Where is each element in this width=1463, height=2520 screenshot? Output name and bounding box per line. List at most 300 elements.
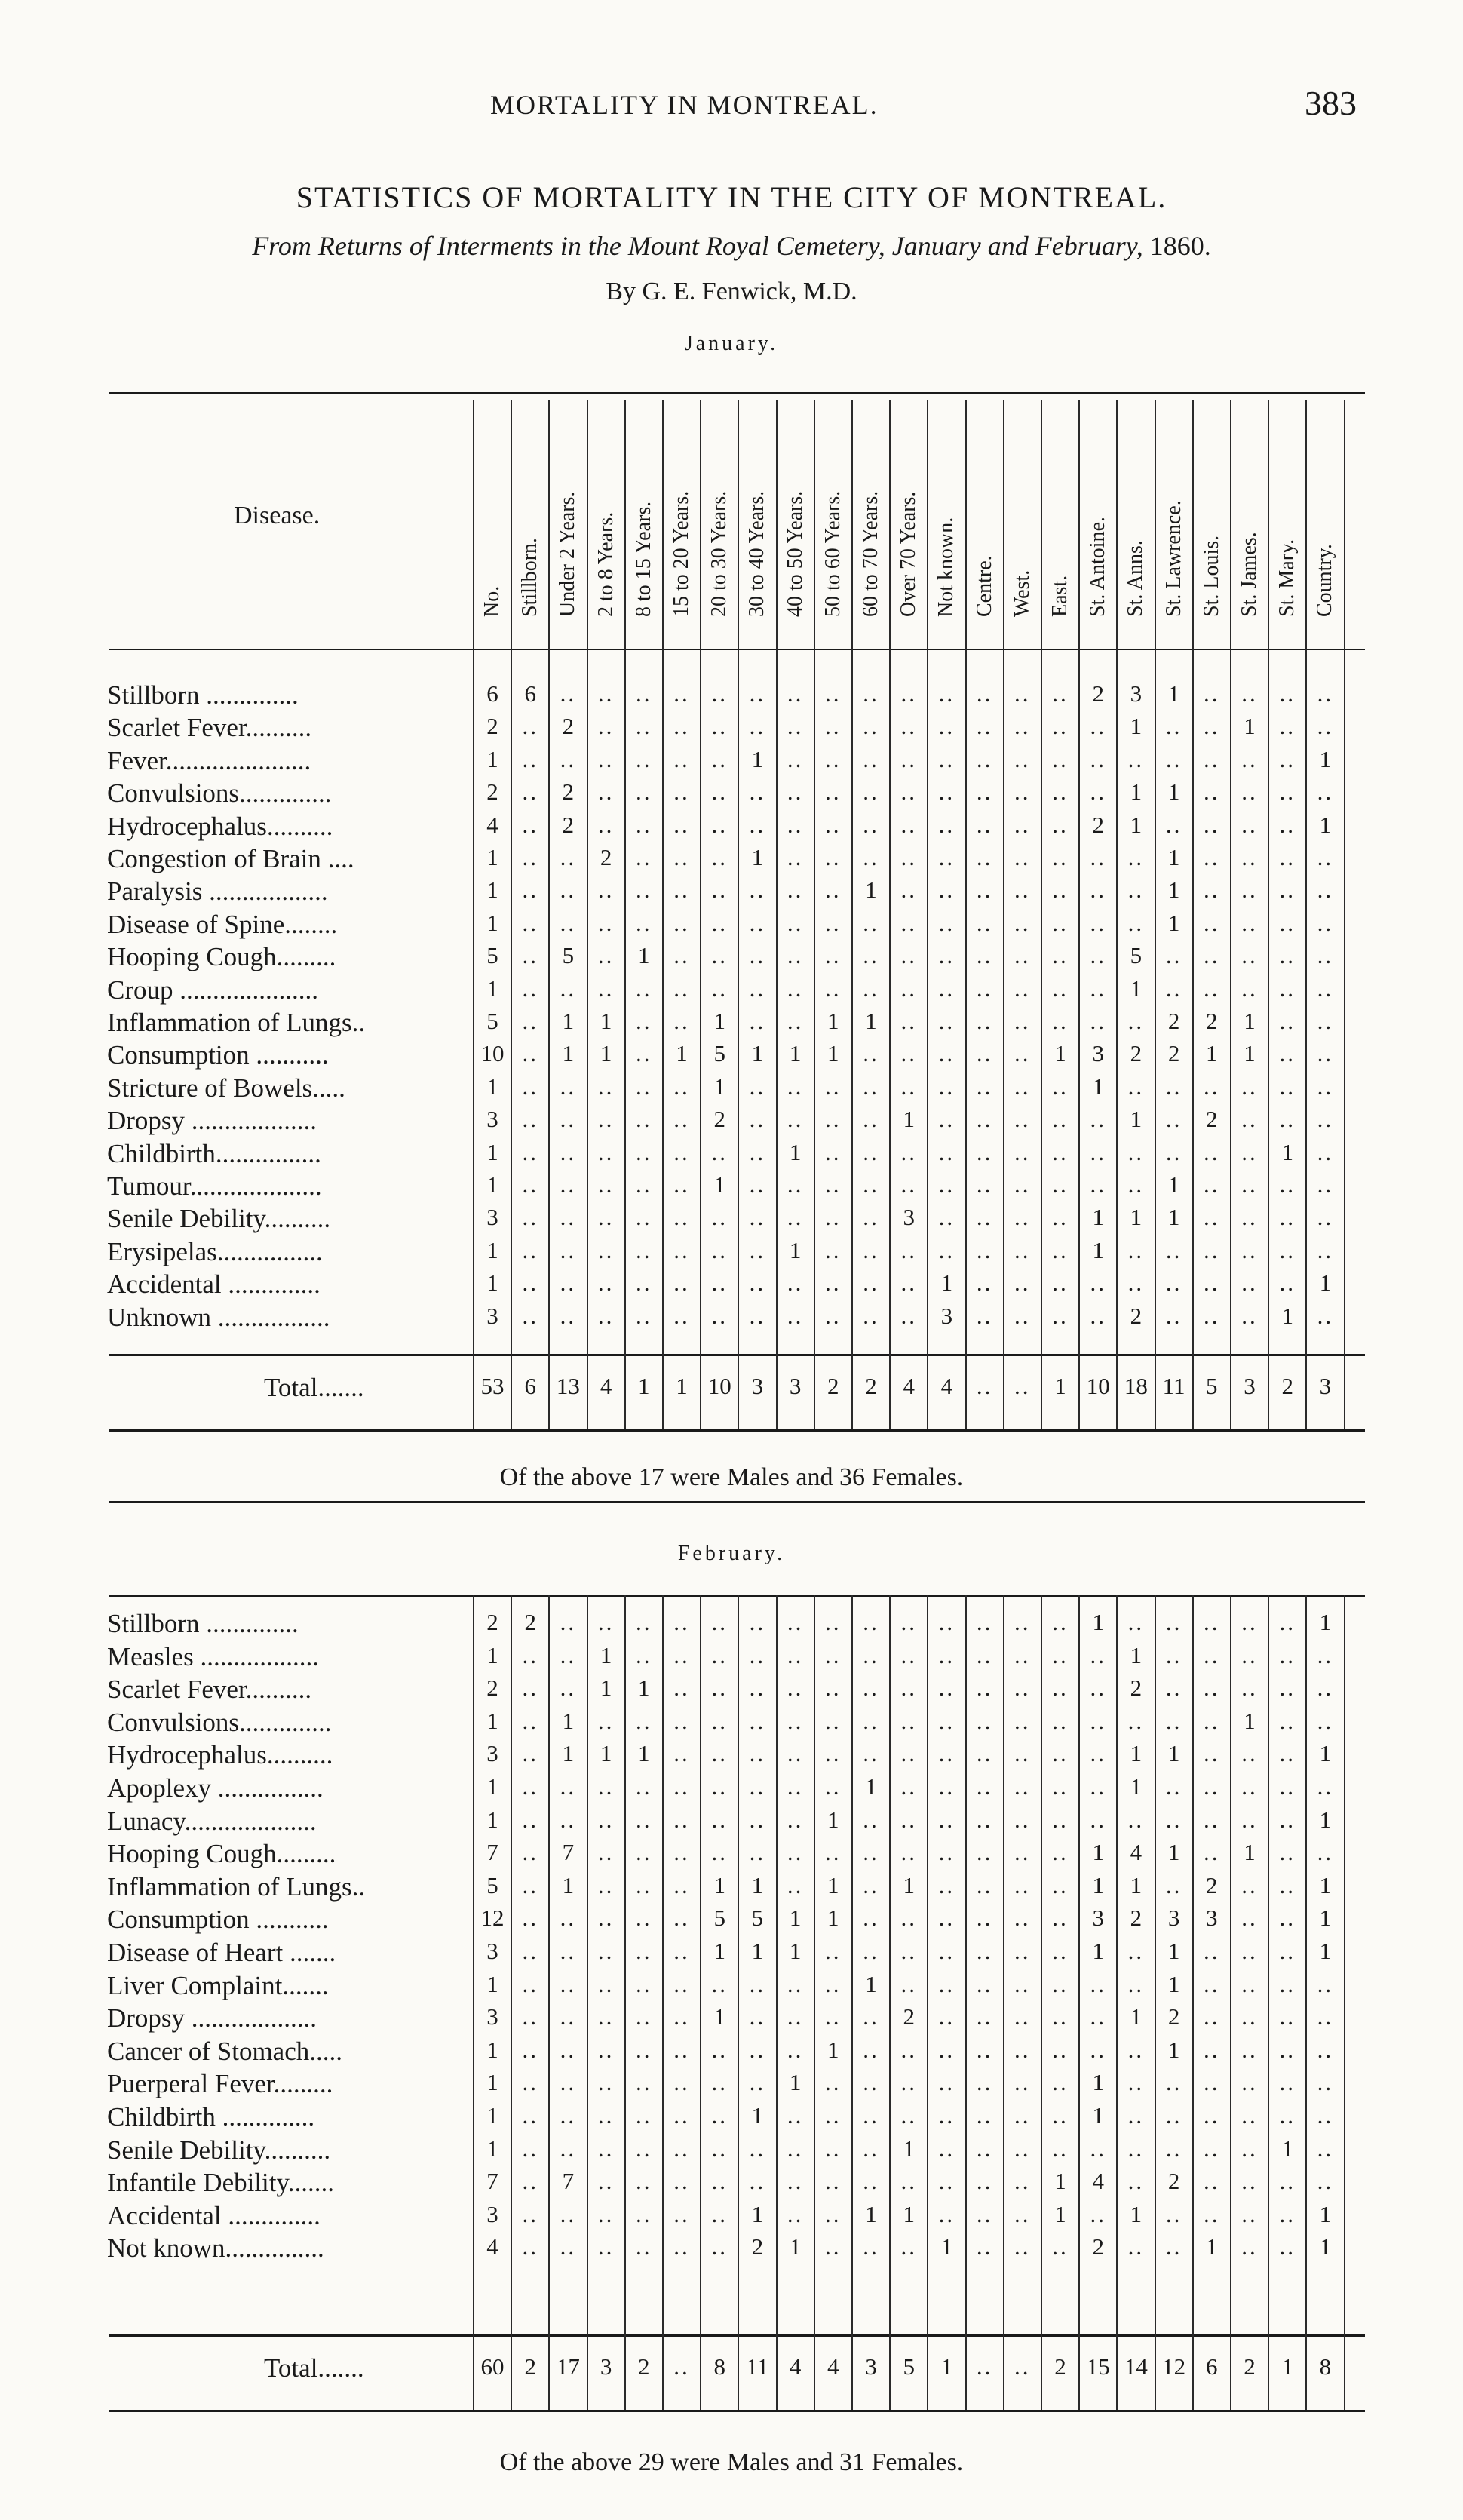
data-cell: 3 <box>486 2003 498 2030</box>
empty-cell: .. <box>1317 1106 1334 1133</box>
column-rule <box>473 400 474 1429</box>
data-cell: 1 <box>865 1008 877 1034</box>
total-cell: 2 <box>524 2353 536 2380</box>
empty-cell: .. <box>1014 1171 1031 1198</box>
empty-cell: .. <box>1241 2168 1258 2195</box>
empty-cell: .. <box>1279 1269 1296 1297</box>
running-title: MORTALITY IN MONTREAL. <box>490 90 879 120</box>
data-cell: 3 <box>486 1938 498 1964</box>
data-cell: 1 <box>600 1674 612 1702</box>
empty-cell: .. <box>976 1609 993 1635</box>
data-cell: 4 <box>486 811 498 838</box>
empty-cell: .. <box>1279 876 1296 904</box>
empty-cell: .. <box>1279 1740 1296 1767</box>
total-cell: 6 <box>524 1373 536 1399</box>
empty-cell: .. <box>825 1740 842 1767</box>
empty-cell: .. <box>560 1641 577 1668</box>
empty-cell: .. <box>863 1073 879 1100</box>
empty-cell: .. <box>673 1138 690 1165</box>
data-cell: 2 <box>1130 1302 1142 1329</box>
empty-cell: .. <box>560 2003 577 2030</box>
empty-cell: .. <box>1241 1806 1258 1833</box>
empty-cell: .. <box>787 1871 804 1898</box>
empty-cell: .. <box>1241 1204 1258 1231</box>
empty-cell: .. <box>863 975 879 1002</box>
empty-cell: .. <box>1279 2233 1296 2261</box>
empty-cell: .. <box>976 1773 993 1800</box>
empty-cell: .. <box>711 1302 728 1329</box>
empty-cell: .. <box>1090 2135 1106 2162</box>
column-header <box>890 400 928 641</box>
empty-cell: .. <box>636 811 652 838</box>
empty-cell: .. <box>825 745 842 772</box>
empty-cell: .. <box>863 1740 879 1767</box>
empty-cell: .. <box>1014 1707 1031 1734</box>
empty-cell: .. <box>597 1839 615 1866</box>
empty-cell: .. <box>673 680 690 707</box>
empty-cell: .. <box>1279 2036 1296 2063</box>
empty-cell: .. <box>787 1609 804 1635</box>
data-cell: 1 <box>713 1073 725 1100</box>
empty-cell: .. <box>673 2069 690 2096</box>
empty-cell: .. <box>636 2102 652 2129</box>
empty-cell: .. <box>673 2353 690 2380</box>
empty-cell: .. <box>749 1839 766 1866</box>
empty-cell: .. <box>522 2168 538 2195</box>
column-rule <box>1305 400 1307 1429</box>
disease-label: Tumour.................... <box>107 1171 322 1201</box>
data-cell: 1 <box>638 1674 650 1702</box>
empty-cell: .. <box>976 745 993 772</box>
empty-cell: .. <box>636 1839 652 1866</box>
empty-cell: .. <box>1127 1138 1145 1165</box>
data-cell: 3 <box>486 1106 498 1133</box>
column-header-label: Not known. <box>934 517 958 617</box>
empty-cell: .. <box>976 2036 993 2063</box>
empty-cell: .. <box>1090 876 1106 904</box>
data-cell: 2 <box>562 713 575 740</box>
empty-cell: .. <box>1090 1707 1106 1734</box>
data-cell: 5 <box>486 1871 498 1898</box>
empty-cell: .. <box>976 942 993 969</box>
total-cell: 14 <box>1124 2353 1148 2380</box>
data-cell: 3 <box>940 1302 953 1329</box>
empty-cell: .. <box>1052 1674 1069 1702</box>
empty-cell: .. <box>597 1171 615 1198</box>
empty-cell: .. <box>711 2102 728 2129</box>
data-cell: 1 <box>903 1106 915 1133</box>
empty-cell: .. <box>711 1269 728 1297</box>
running-head <box>0 83 1463 128</box>
column-rule <box>1230 400 1231 1429</box>
empty-cell: .. <box>560 1302 577 1329</box>
data-cell: 1 <box>1319 2200 1332 2227</box>
empty-cell: .. <box>711 745 728 772</box>
empty-cell: .. <box>938 1707 955 1734</box>
empty-cell: .. <box>711 1609 728 1635</box>
data-cell: 1 <box>638 942 650 969</box>
empty-cell: .. <box>1127 1171 1145 1198</box>
data-cell: 2 <box>1167 1040 1180 1067</box>
total-cell: 3 <box>789 1373 802 1399</box>
empty-cell: .. <box>1090 778 1106 806</box>
empty-cell: .. <box>863 1641 879 1668</box>
empty-cell: .. <box>673 1839 690 1866</box>
empty-cell: .. <box>1241 844 1258 870</box>
empty-cell: .. <box>711 1773 728 1800</box>
empty-cell: .. <box>900 811 917 838</box>
empty-cell: .. <box>787 1773 804 1800</box>
total-cell: 3 <box>600 2353 612 2380</box>
empty-cell: .. <box>787 2135 804 2162</box>
data-cell: 2 <box>486 1674 498 1702</box>
empty-cell: .. <box>1014 1204 1031 1231</box>
total-cell: 17 <box>556 2353 580 2380</box>
empty-cell: .. <box>1317 1302 1334 1329</box>
empty-cell: .. <box>749 1674 766 1702</box>
data-cell: 1 <box>1319 1938 1332 1964</box>
empty-cell: .. <box>522 1641 538 1668</box>
disease-label: Senile Debility.......... <box>107 2135 331 2165</box>
empty-cell: .. <box>1279 1674 1296 1702</box>
empty-cell: .. <box>1090 1674 1106 1702</box>
empty-cell: .. <box>1317 844 1334 870</box>
empty-cell: .. <box>597 2200 615 2227</box>
empty-cell: .. <box>938 1938 955 1964</box>
empty-cell: .. <box>863 909 879 936</box>
empty-cell: .. <box>749 680 766 707</box>
empty-cell: .. <box>863 1674 879 1702</box>
column-rule <box>1192 400 1194 1429</box>
total-cell: 8 <box>713 2353 725 2380</box>
empty-cell: .. <box>1127 1970 1145 1997</box>
empty-cell: .. <box>1052 1938 1069 1964</box>
empty-cell: .. <box>636 2168 652 2195</box>
disease-label: Childbirth................ <box>107 1138 321 1168</box>
empty-cell: .. <box>597 942 615 969</box>
empty-cell: .. <box>1241 1236 1258 1263</box>
data-cell: 1 <box>751 2200 764 2227</box>
empty-cell: .. <box>711 1839 728 1866</box>
data-cell: 1 <box>1281 1302 1293 1329</box>
total-cell: 2 <box>827 1373 839 1399</box>
column-rule <box>889 400 891 1429</box>
total-cell: 11 <box>1162 1373 1185 1399</box>
empty-cell: .. <box>1241 2102 1258 2129</box>
empty-cell: .. <box>560 1806 577 1833</box>
empty-cell: .. <box>1090 1641 1106 1668</box>
empty-cell: .. <box>1014 1236 1031 1263</box>
empty-cell: .. <box>673 745 690 772</box>
disease-label: Puerperal Fever......... <box>107 2069 333 2099</box>
empty-cell: .. <box>1165 2200 1182 2227</box>
empty-cell: .. <box>938 876 955 904</box>
empty-cell: .. <box>1317 1008 1334 1034</box>
empty-cell: .. <box>1090 745 1106 772</box>
data-cell: 1 <box>713 1871 725 1898</box>
empty-cell: .. <box>900 2036 917 2063</box>
empty-cell: .. <box>863 745 879 772</box>
empty-cell: .. <box>1204 745 1220 772</box>
empty-cell: .. <box>1317 942 1334 969</box>
empty-cell: .. <box>787 1674 804 1702</box>
data-cell: 7 <box>562 1839 575 1866</box>
empty-cell: .. <box>976 680 993 707</box>
data-cell: 5 <box>486 942 498 969</box>
empty-cell: .. <box>1127 909 1145 936</box>
disease-label: Infantile Debility....... <box>107 2168 334 2198</box>
empty-cell: .. <box>1090 1171 1106 1198</box>
empty-cell: .. <box>825 1707 842 1734</box>
disease-label: Erysipelas................ <box>107 1236 323 1266</box>
data-cell: 1 <box>827 1008 839 1034</box>
empty-cell: .. <box>1127 2233 1145 2261</box>
empty-cell: .. <box>673 1106 690 1133</box>
empty-cell: .. <box>1052 1269 1069 1297</box>
empty-cell: .. <box>522 1204 538 1231</box>
empty-cell: .. <box>1204 2036 1220 2063</box>
empty-cell: .. <box>976 1204 993 1231</box>
empty-cell: .. <box>1127 2102 1145 2129</box>
empty-cell: .. <box>711 975 728 1002</box>
empty-cell: .. <box>597 975 615 1002</box>
total-cell: 18 <box>1124 1373 1148 1399</box>
empty-cell: .. <box>673 1740 690 1767</box>
empty-cell: .. <box>1204 680 1220 707</box>
empty-cell: .. <box>636 1008 652 1034</box>
empty-cell: .. <box>863 2036 879 2063</box>
disease-label: Hooping Cough......... <box>107 942 336 972</box>
empty-cell: .. <box>673 778 690 806</box>
empty-cell: .. <box>1317 1641 1334 1668</box>
data-cell: 1 <box>789 1938 802 1964</box>
data-cell: 2 <box>903 2003 915 2030</box>
empty-cell: .. <box>560 1773 577 1800</box>
empty-cell: .. <box>1165 1707 1182 1734</box>
empty-cell: .. <box>673 975 690 1002</box>
empty-cell: .. <box>1052 844 1069 870</box>
total-cell: 1 <box>1281 2353 1293 2380</box>
empty-cell: .. <box>825 1073 842 1100</box>
empty-cell: .. <box>1317 1073 1334 1100</box>
data-cell: 1 <box>1281 2135 1293 2162</box>
empty-cell: .. <box>711 1236 728 1263</box>
data-cell: 1 <box>1319 1806 1332 1833</box>
data-cell: 1 <box>1130 1740 1142 1767</box>
data-cell: 1 <box>827 1806 839 1833</box>
empty-cell: .. <box>673 2168 690 2195</box>
empty-cell: .. <box>1279 1073 1296 1100</box>
empty-cell: .. <box>1204 942 1220 969</box>
empty-cell: .. <box>1279 1641 1296 1668</box>
empty-cell: .. <box>825 680 842 707</box>
empty-cell: .. <box>1127 1008 1145 1034</box>
empty-cell: .. <box>1127 745 1145 772</box>
total-cell: 6 <box>1206 2353 1218 2380</box>
disease-label: Stricture of Bowels..... <box>107 1073 345 1103</box>
column-header <box>1268 400 1306 641</box>
empty-cell: .. <box>636 1171 652 1198</box>
empty-cell: .. <box>1052 1236 1069 1263</box>
empty-cell: .. <box>1241 1938 1258 1964</box>
column-rule <box>1305 1595 1307 2410</box>
disease-label: Paralysis .................. <box>107 876 328 907</box>
empty-cell: .. <box>1052 1839 1069 1866</box>
data-cell: 1 <box>1092 1073 1104 1100</box>
empty-cell: .. <box>938 1839 955 1866</box>
empty-cell: .. <box>1204 1938 1220 1964</box>
empty-cell: .. <box>1014 942 1031 969</box>
empty-cell: .. <box>938 1040 955 1067</box>
empty-cell: .. <box>1279 811 1296 838</box>
empty-cell: .. <box>673 1938 690 1964</box>
empty-cell: .. <box>1165 1806 1182 1833</box>
empty-cell: .. <box>1052 1970 1069 1997</box>
total-cell: 12 <box>1162 2353 1186 2380</box>
data-cell: 1 <box>1167 1970 1180 1997</box>
empty-cell: .. <box>1204 2102 1220 2129</box>
empty-cell: .. <box>1052 1773 1069 1800</box>
empty-cell: .. <box>1279 1040 1296 1067</box>
empty-cell: .. <box>1279 778 1296 806</box>
empty-cell: .. <box>938 1674 955 1702</box>
empty-cell: .. <box>1052 2233 1069 2261</box>
empty-cell: .. <box>787 1806 804 1833</box>
data-cell: 1 <box>486 1269 498 1297</box>
empty-cell: .. <box>749 1302 766 1329</box>
data-cell: 1 <box>486 2102 498 2129</box>
empty-cell: .. <box>636 2233 652 2261</box>
empty-cell: .. <box>938 1106 955 1133</box>
column-header-label: 40 to 50 Years. <box>783 490 807 617</box>
data-cell: 1 <box>486 1073 498 1100</box>
empty-cell: .. <box>1204 844 1220 870</box>
data-cell: 1 <box>1092 2069 1104 2096</box>
empty-cell: .. <box>749 713 766 740</box>
disease-label: Scarlet Fever.......... <box>107 1674 312 1705</box>
empty-cell: .. <box>900 680 917 707</box>
empty-cell: .. <box>1165 1871 1182 1898</box>
empty-cell: .. <box>900 1806 917 1833</box>
empty-cell: .. <box>1014 1806 1031 1833</box>
data-cell: 1 <box>1054 2168 1066 2195</box>
empty-cell: .. <box>636 1871 652 1898</box>
empty-cell: .. <box>976 1674 993 1702</box>
data-cell: 1 <box>751 1040 764 1067</box>
empty-cell: .. <box>522 2036 538 2063</box>
empty-cell: .. <box>1052 975 1069 1002</box>
data-cell: 1 <box>486 975 498 1002</box>
empty-cell: .. <box>673 1674 690 1702</box>
empty-cell: .. <box>900 909 917 936</box>
column-rule <box>814 400 815 1429</box>
empty-cell: .. <box>673 2102 690 2129</box>
total-cell: 4 <box>903 1373 915 1399</box>
empty-cell: .. <box>938 1138 955 1165</box>
data-cell: 2 <box>1130 1040 1142 1067</box>
total-cell: 4 <box>940 1373 953 1399</box>
empty-cell: .. <box>1317 909 1334 936</box>
empty-cell: .. <box>522 1269 538 1297</box>
empty-cell: .. <box>636 1106 652 1133</box>
empty-cell: .. <box>787 975 804 1002</box>
empty-cell: .. <box>1165 1773 1182 1800</box>
empty-cell: .. <box>1014 1138 1031 1165</box>
empty-cell: .. <box>1241 1641 1258 1668</box>
empty-cell: .. <box>900 778 917 806</box>
empty-cell: .. <box>900 1938 917 1964</box>
empty-cell: .. <box>1090 1269 1106 1297</box>
empty-cell: .. <box>1014 1740 1031 1767</box>
empty-cell: .. <box>1052 1073 1069 1100</box>
empty-cell: .. <box>749 2135 766 2162</box>
data-cell: 1 <box>1244 1040 1256 1067</box>
data-cell: 1 <box>903 1871 915 1898</box>
total-cell: 1 <box>940 2353 953 2380</box>
empty-cell: .. <box>522 1905 538 1932</box>
empty-cell: .. <box>1014 680 1031 707</box>
disease-label: Stillborn .............. <box>107 1609 299 1638</box>
data-cell: 1 <box>713 2003 725 2030</box>
empty-cell: .. <box>1090 2200 1106 2227</box>
empty-cell: .. <box>863 1302 879 1329</box>
empty-cell: .. <box>1052 1641 1069 1668</box>
empty-cell: .. <box>900 745 917 772</box>
february-heading: February. <box>677 1542 786 1565</box>
column-header <box>1155 400 1193 641</box>
empty-cell: .. <box>1052 2036 1069 2063</box>
empty-cell: .. <box>1279 1171 1296 1198</box>
empty-cell: .. <box>1317 2036 1334 2063</box>
empty-cell: .. <box>1052 1106 1069 1133</box>
data-cell: 1 <box>486 844 498 870</box>
disease-label: Disease of Heart ....... <box>107 1938 336 1967</box>
data-cell: 1 <box>486 1236 498 1263</box>
empty-cell: .. <box>938 1871 955 1898</box>
empty-cell: .. <box>1241 1269 1258 1297</box>
disease-label: Scarlet Fever.......... <box>107 713 312 743</box>
empty-cell: .. <box>1241 1609 1258 1635</box>
column-rule <box>1155 1595 1156 2410</box>
empty-cell: .. <box>1165 942 1182 969</box>
column-rule <box>662 400 664 1429</box>
column-rule <box>700 400 701 1429</box>
column-rule <box>851 1595 853 2410</box>
empty-cell: .. <box>825 713 842 740</box>
empty-cell: .. <box>1317 1236 1334 1263</box>
data-cell: 3 <box>1092 1040 1104 1067</box>
empty-cell: .. <box>1052 811 1069 838</box>
data-cell: 1 <box>1319 1609 1332 1635</box>
empty-cell: .. <box>673 1236 690 1263</box>
empty-cell: .. <box>938 778 955 806</box>
empty-cell: .. <box>597 713 615 740</box>
empty-cell: .. <box>636 1707 652 1734</box>
empty-cell: .. <box>976 811 993 838</box>
empty-cell: .. <box>522 975 538 1002</box>
empty-cell: .. <box>900 844 917 870</box>
empty-cell: .. <box>522 942 538 969</box>
empty-cell: .. <box>711 1674 728 1702</box>
empty-cell: .. <box>636 1641 652 1668</box>
data-cell: 12 <box>480 1905 505 1932</box>
empty-cell: .. <box>825 2233 842 2261</box>
data-cell: 1 <box>1319 745 1332 772</box>
empty-cell: .. <box>938 2135 955 2162</box>
column-header <box>1079 400 1117 641</box>
empty-cell: .. <box>1279 844 1296 870</box>
empty-cell: .. <box>522 2233 538 2261</box>
